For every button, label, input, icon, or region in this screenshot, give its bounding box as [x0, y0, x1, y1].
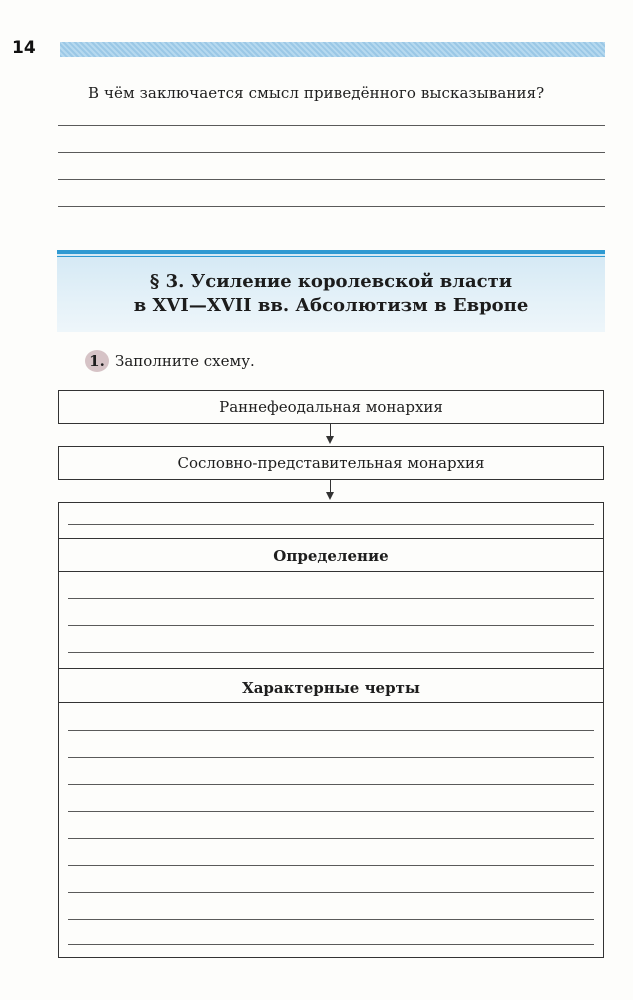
- features-line[interactable]: [68, 730, 594, 731]
- box-separator: [58, 538, 604, 539]
- arrow-down-icon: [326, 436, 334, 444]
- features-heading: Характерные черты: [242, 679, 420, 697]
- features-line[interactable]: [68, 865, 594, 866]
- features-line[interactable]: [68, 919, 594, 920]
- scheme-box-estate-representative: [58, 446, 604, 480]
- definition-line[interactable]: [68, 625, 594, 626]
- answer-line[interactable]: [58, 125, 605, 126]
- features-line[interactable]: [68, 892, 594, 893]
- answer-line[interactable]: [58, 152, 605, 153]
- scheme-box-early-feudal: [58, 390, 604, 424]
- section-divider-thin: [57, 256, 605, 257]
- task-text: Заполните схему.: [115, 352, 255, 370]
- definition-heading: Определение: [273, 547, 389, 565]
- section-title-line-1: § 3. Усиление королевской власти: [149, 271, 513, 292]
- page-header-band: [60, 42, 605, 57]
- box-separator: [58, 571, 604, 572]
- box-separator: [58, 668, 604, 669]
- answer-line[interactable]: [58, 206, 605, 207]
- section-divider: [57, 250, 605, 254]
- features-line[interactable]: [68, 838, 594, 839]
- definition-line[interactable]: [68, 652, 594, 653]
- features-line[interactable]: [68, 811, 594, 812]
- task-instruction: [85, 350, 255, 372]
- section-title-line-2: в XVI—XVII вв. Абсолютизм в Европе: [133, 295, 529, 316]
- page-number: 14: [12, 38, 36, 58]
- question-text: В чём заключается смысл приведённого высказывания?: [88, 84, 545, 102]
- scheme-box-label: Сословно-представительная монархия: [177, 454, 485, 472]
- features-line[interactable]: [68, 757, 594, 758]
- answer-line[interactable]: [58, 179, 605, 180]
- fill-in-line[interactable]: [68, 524, 594, 525]
- arrow-down-icon: [326, 492, 334, 500]
- task-number-badge: 1.: [85, 350, 109, 372]
- section-title: [57, 270, 605, 318]
- definition-line[interactable]: [68, 598, 594, 599]
- scheme-box-label: Раннефеодальная монархия: [219, 398, 443, 416]
- features-line[interactable]: [68, 944, 594, 945]
- features-line[interactable]: [68, 784, 594, 785]
- box-separator: [58, 702, 604, 703]
